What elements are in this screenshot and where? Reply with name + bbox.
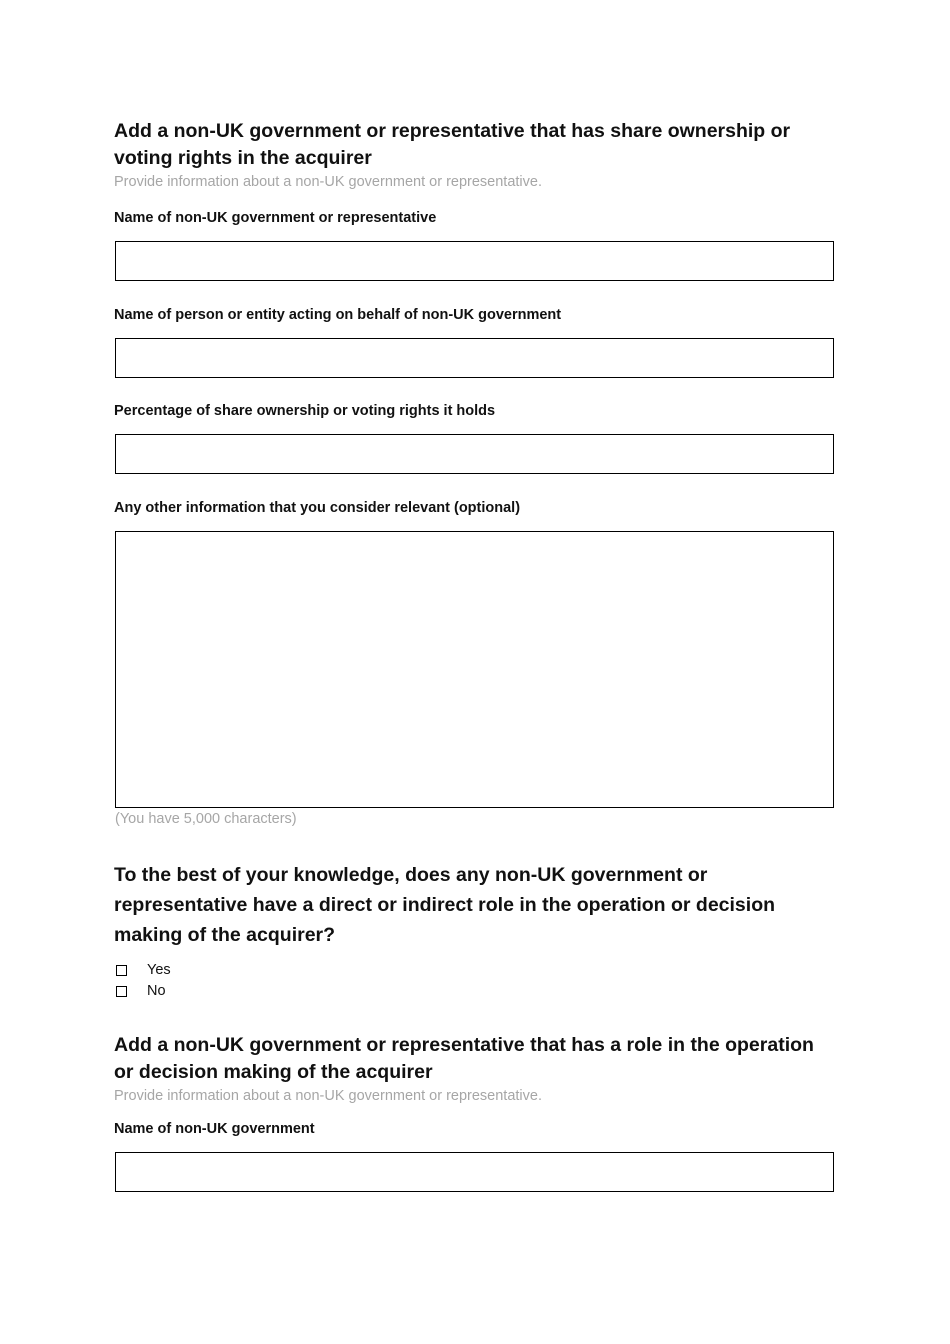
option-no[interactable] xyxy=(116,982,166,1000)
acting-person-label: Name of person or entity acting on behalf of non-UK government xyxy=(114,307,562,323)
government-name-label: Name of non-UK government or representative xyxy=(114,210,437,226)
option-yes[interactable] xyxy=(116,961,171,979)
acting-person-input[interactable] xyxy=(115,338,834,378)
character-count: (You have 5,000 characters) xyxy=(115,811,297,827)
section-title-operation-role: Add a non-UK government or representative that has a role in the operation or decision making of the acquirer xyxy=(114,1034,814,1083)
question-title-role: To the best of your knowledge, does any non-UK government or representative have a direct or indirect role in the operation or decision making of the acquirer? xyxy=(114,864,776,946)
government-name-input[interactable] xyxy=(115,241,834,281)
other-info-label: Any other information that you consider relevant (optional) xyxy=(114,500,521,516)
checkbox-icon[interactable] xyxy=(116,986,127,997)
percentage-label: Percentage of share ownership or voting rights it holds xyxy=(114,403,496,419)
government-name-input-2[interactable] xyxy=(115,1152,834,1192)
other-info-textarea[interactable] xyxy=(115,531,834,808)
checkbox-icon[interactable] xyxy=(116,965,127,976)
section-hint: Provide information about a non-UK government or representative. xyxy=(114,1088,542,1104)
section-hint: Provide information about a non-UK government or representative. xyxy=(114,174,542,190)
percentage-input[interactable] xyxy=(115,434,834,474)
section-title-share-ownership: Add a non-UK government or representative that has share ownership or voting rights in the acquirer xyxy=(114,120,791,169)
government-name-label-2: Name of non-UK government xyxy=(114,1121,315,1137)
option-yes-label: Yes xyxy=(147,962,171,978)
option-no-label: No xyxy=(147,983,166,999)
